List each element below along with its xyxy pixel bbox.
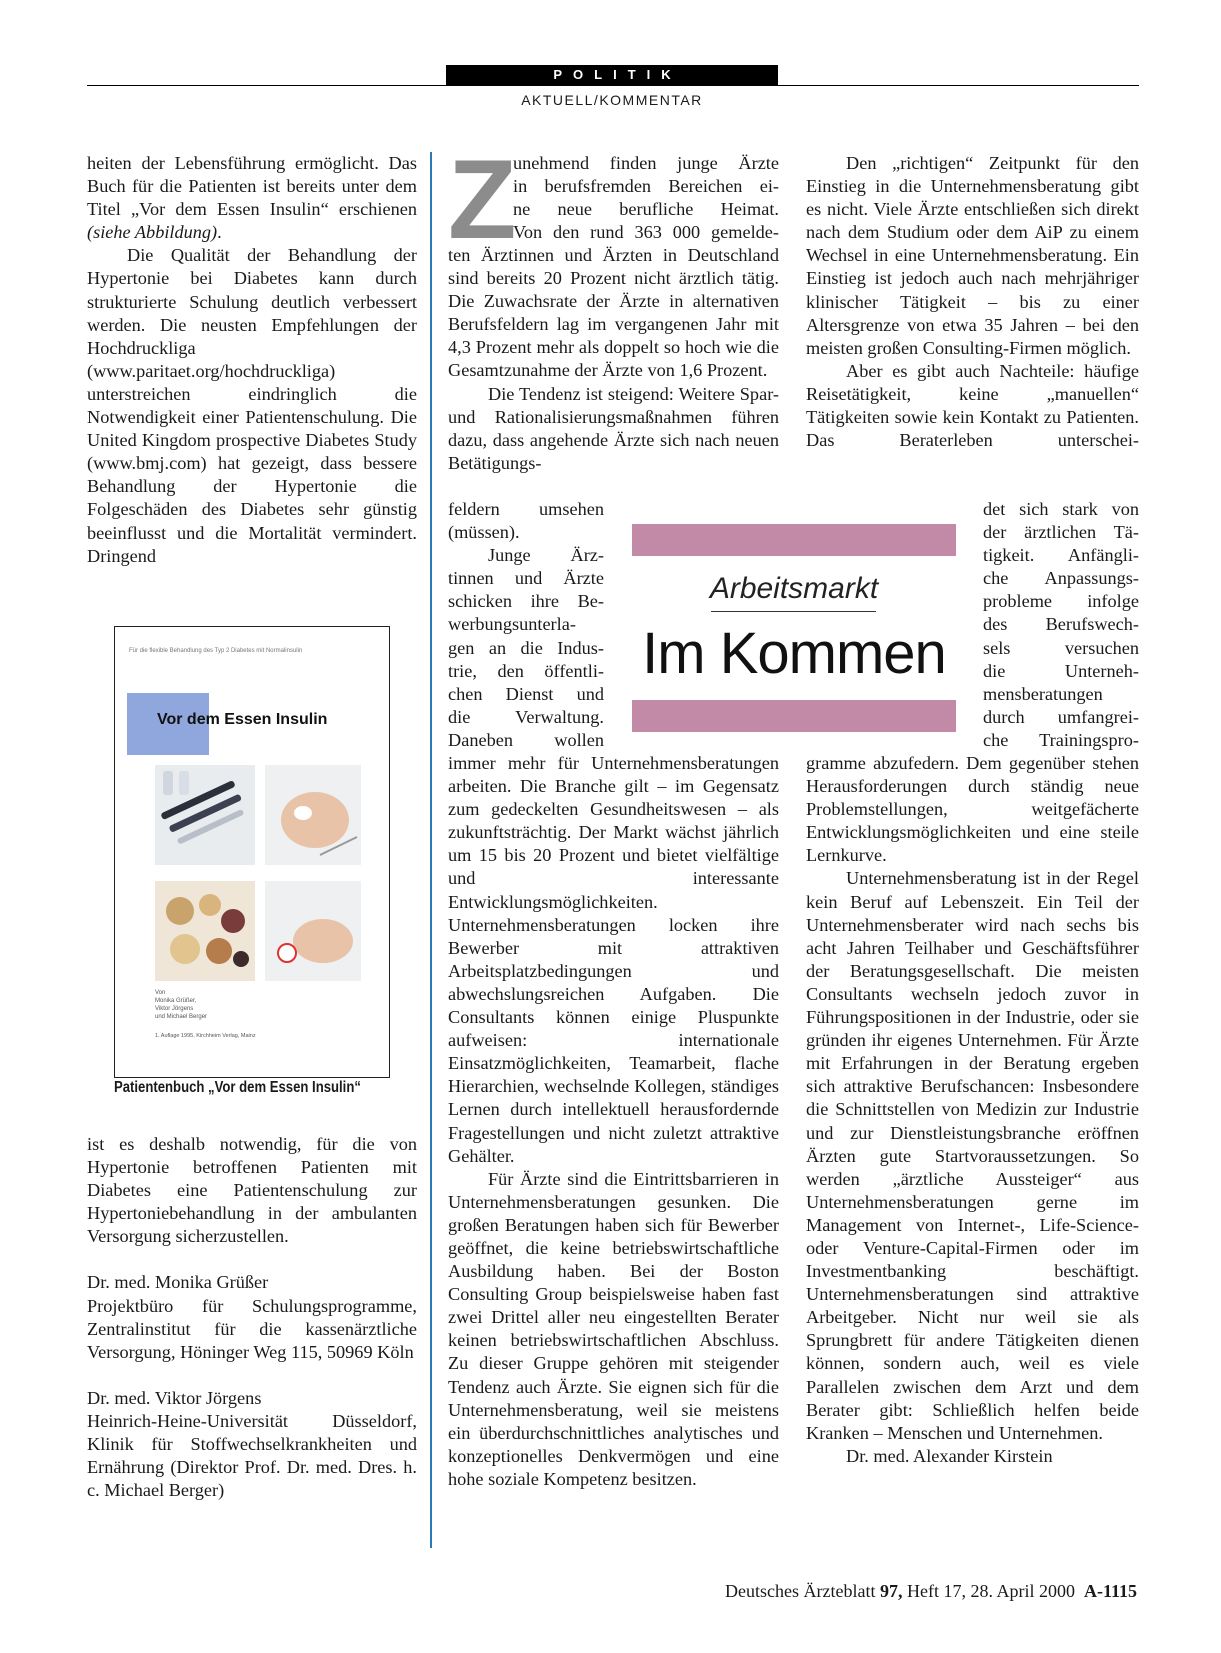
- lead-lines: [513, 152, 779, 244]
- line: tigkeit. Anfängli-: [983, 545, 1139, 566]
- figure-reference: (siehe Abbildung): [87, 222, 218, 243]
- paragraph: ten Ärztinnen und Ärzten in Deutschland sind bereits 20 Prozent nicht ärztlich tätig. Die Zuwachsrate der Ärzte in alternativen Berufsfeldern lag im vergangenen Jahr mit 4,3 Prozent mehr als doppelt so hoch wie die Gesamtzunahme der Ärzte von 1,6 Prozent.: [448, 245, 779, 381]
- line: Junge Ärz-: [488, 545, 604, 566]
- cover-edition: 1. Auflage 1995, Kirchheim Verlag, Mainz: [155, 1033, 256, 1039]
- hand-injection-image: [265, 765, 361, 865]
- glucose-test-image: [265, 881, 361, 981]
- insulin-pens-image: [155, 765, 255, 865]
- cover-subtitle: Für die flexible Behandlung des Typ 2 Diabetes mit Normalinsulin: [129, 648, 303, 654]
- line: tinnen und Ärzte: [448, 568, 604, 589]
- journal-issue: Heft 17, 28. April 2000: [902, 1581, 1075, 1601]
- line: trie, den öffentli-: [448, 660, 604, 681]
- paragraph: immer mehr für Unternehmensberatungen arbeiten. Die Branche gilt – im Gegensatz zum gedeckelten Gesundheitswesen – als zukunftsträchtig. Der Markt wächst jährlich um 15 bis 20 Prozent und bietet vielfältige und interessante Entwicklungsmöglichkeiten. Unternehmensberatungen locken ihre Bewerber mit attraktiven Arbeitsplatzbedingungen und abwechslungsreichen Aufgaben. Die Consultants können einige Pluspunkte aufweisen: internationale Einsatzmöglichkeiten, Teamarbeit, flache Hierarchien, wechselnde Kollegen, ständiges Lernen durch intellektuell herausfordernde Fragestellungen und nicht zuletzt attraktive Gehälter.: [448, 753, 779, 1166]
- paragraph: Die Qualität der Behandlung der Hypertonie bei Diabetes kann durch strukturierte Schulung deutlich verbessert werden. Die neusten Empfehlungen der Hochdruckliga (www.paritaet.org/hochdruckliga) unterstreichen eindringlich die Notwendigkeit einer Patientenschulung. Die United Kingdom prospective Diabetes Study (www.bmj.com) hat gezeigt, dass bessere Behandlung der Hypertonie die Folgeschäden des Diabetes sehr günstig beeinflusst und die Mortalität vermindert. Dringend: [87, 245, 417, 566]
- byline: Dr. med. Alexander Kirstein: [846, 1445, 1053, 1466]
- column-3-bottom: [806, 752, 1139, 1468]
- author-name: Dr. med. Monika Grüßer: [87, 1272, 269, 1293]
- line: werbungsunterla-: [448, 614, 576, 635]
- cover-authors: Von Monika Grüßer, Viktor Jörgens und Michael Berger: [155, 990, 208, 1020]
- paragraph: Den „richtigen“ Zeitpunkt für den Einstieg in die Unternehmensberatung gibt es nicht. Viele Ärzte entschließen sich direkt nach dem Studium oder dem AiP zu einem Wechsel in eine Unternehmensberatung. Ein Einstieg ist jedoch auch nach mehrjähriger klinischer Tätigkeit – bis zu einer Altersgrenze von etwa 35 Jahren – bei den meisten großen Consulting-Firmen möglich.: [806, 153, 1139, 358]
- figure-caption: Patientenbuch „Vor dem Essen Insulin“: [114, 1079, 361, 1096]
- author-affiliation: Heinrich-Heine-Universität Düsseldorf, Klinik für Stoffwechselkrankheiten und Ernährung (Direktor Prof. Dr. med. Dres. h. c. Michael Berger): [87, 1410, 417, 1501]
- column-divider: [430, 152, 432, 1548]
- line: feldern umsehen: [448, 499, 604, 519]
- journal-name: Deutsches Ärzteblatt: [725, 1581, 880, 1601]
- paragraph: ist es deshalb notwendig, für die von Hypertonie betroffenen Patienten mit Diabetes eine Patientenschulung zur Hypertoniebehandlung in der ambulanten Versorgung sicherzustellen.: [87, 1134, 417, 1247]
- line: die Unterneh-: [983, 660, 1139, 681]
- article-headline: Im Kommen: [642, 621, 946, 686]
- column-1-top: [87, 152, 417, 568]
- line: chen Dienst und: [448, 683, 604, 704]
- column-3-top: [806, 152, 1139, 452]
- column-3-narrow: [983, 498, 1139, 752]
- book-cover-figure: [114, 626, 390, 1078]
- line: mensberatungen: [983, 683, 1103, 704]
- paragraph: Aber es gibt auch Nachteile: häufige Reisetätigkeit, keine „manuellen“ Tätigkeiten sowie kein Kontakt zu Patienten. Das Beraterleben unterschei-: [806, 360, 1139, 451]
- paragraph: gramme abzufedern. Dem gegenüber stehen Herausforderungen durch ständig neue Problemstellungen, weitgefächerte Entwicklungsmöglichkeiten und eine steile Lernkurve.: [806, 753, 1139, 866]
- column-2-bottom: [448, 752, 779, 1491]
- author-affiliation: Projektbüro für Schulungsprogramme, Zentralinstitut für die kassenärztliche Versorgung, Höninger Weg 115, 50969 Köln: [87, 1295, 417, 1362]
- paragraph: Unternehmensberatung ist in der Regel kein Beruf auf Lebenszeit. Ein Teil der Unternehmensberater wird nach sechs bis acht Jahren Teilhaber und Geschäftsführer der Beratungsgesellschaft. Die meisten Consultants wechseln jedoch zuvor in Führungspositionen in der Industrie, oder sie gründen ihr eigenes Unternehmen. Für Ärzte mit Erfahrungen in der Beratung ergeben sich attraktive Berufschancen: Insbesondere die Schnittstellen von Medizin zur Industrie und zur Dienstleistungsbranche eröffnen Ärzten gute Startvoraussetzungen. So werden „ärztliche Aussteiger“ aus Unternehmensberatungen gerne im Management von Internet-, Life-Science- oder Venture-Capital-Firmen oder im Investmentbanking beschäftigt. Unternehmensberatungen sind attraktive Arbeitgeber. Nicht nur weil sie als Sprungbrett für andere Tätigkeiten dienen können, sondern auch, weil es viele Parallelen zwischen dem Arzt und dem Berater gibt: Schließlich helfen beide Kranken – Menschen und Unternehmen.: [806, 868, 1139, 1443]
- column-2-top: [448, 244, 779, 475]
- cover-title: Vor dem Essen Insulin: [157, 711, 328, 728]
- section-label: POLITIK: [446, 65, 778, 85]
- line: unehmend finden junge Ärzte: [513, 153, 779, 173]
- headline-bar-bottom: [632, 700, 956, 732]
- line: che Anpassungs-: [983, 568, 1139, 589]
- subsection-label: AKTUELL/KOMMENTAR: [521, 92, 703, 108]
- header-rule: [87, 85, 1139, 86]
- paragraph: Die Tendenz ist steigend: Weitere Spar- und Rationalisierungsmaßnahmen führen dazu, dass angehende Ärzte sich nach neuen Betätigungs-: [448, 383, 779, 473]
- line: der ärztlichen Tä-: [983, 522, 1139, 543]
- page-number: A-1115: [1083, 1581, 1137, 1601]
- drop-cap: Z: [448, 137, 517, 262]
- line: (müssen).: [448, 522, 520, 543]
- line: die Verwaltung.: [448, 706, 604, 727]
- author-name: Dr. med. Viktor Jörgens: [87, 1387, 262, 1408]
- line: probleme infolge: [983, 591, 1139, 612]
- line: det sich stark von: [983, 499, 1139, 519]
- kicker-underline: [711, 611, 876, 612]
- line: gen an die Indus-: [448, 637, 604, 658]
- line: des Berufswech-: [983, 614, 1139, 635]
- column-2-narrow: [448, 498, 604, 752]
- column-1-bottom: [87, 1133, 417, 1502]
- line: schicken ihre Be-: [448, 591, 604, 612]
- line: sels versuchen: [983, 637, 1139, 658]
- headline-bar-top: [632, 524, 956, 556]
- paragraph: heiten der Lebensführung ermöglicht. Das Buch für die Patienten ist bereits unter dem Titel „Vor dem Essen Insulin“ erschienen (siehe Abbildung).: [87, 153, 417, 243]
- line: durch umfangrei-: [983, 706, 1139, 727]
- line: Von den rund 363 000 gemelde-: [513, 222, 779, 243]
- line: in berufsfremden Bereichen ei-: [513, 176, 779, 197]
- line: ne neue berufliche Heimat.: [513, 199, 779, 220]
- paragraph: Für Ärzte sind die Eintrittsbarrieren in Unternehmensberatungen gesunken. Die großen Beratungen haben sich für Bewerber geöffnet, die keine betriebswirtschaftliche Ausbildung haben. Bei der Boston Consulting Group beispielsweise haben fast zwei Drittel aller neu eingestellten Berater keinen betriebswirtschaftlichen Abschluss. Zu dieser Gruppe gehören mit steigender Tendenz auch Ärzte. Sie eignen sich für die Unternehmensberatung, weil sie meistens ein überdurchschnittliches analytisches und konzeptionelles Denkvermögen und eine hohe soziale Kompetenz besitzen.: [448, 1168, 779, 1489]
- article-kicker: Arbeitsmarkt: [709, 572, 879, 605]
- page-footer: [725, 1581, 1137, 1602]
- line: che Trainingspro-: [983, 729, 1139, 750]
- food-image: [155, 881, 255, 981]
- journal-volume: 97,: [879, 1581, 903, 1601]
- line: Daneben wollen: [448, 729, 604, 750]
